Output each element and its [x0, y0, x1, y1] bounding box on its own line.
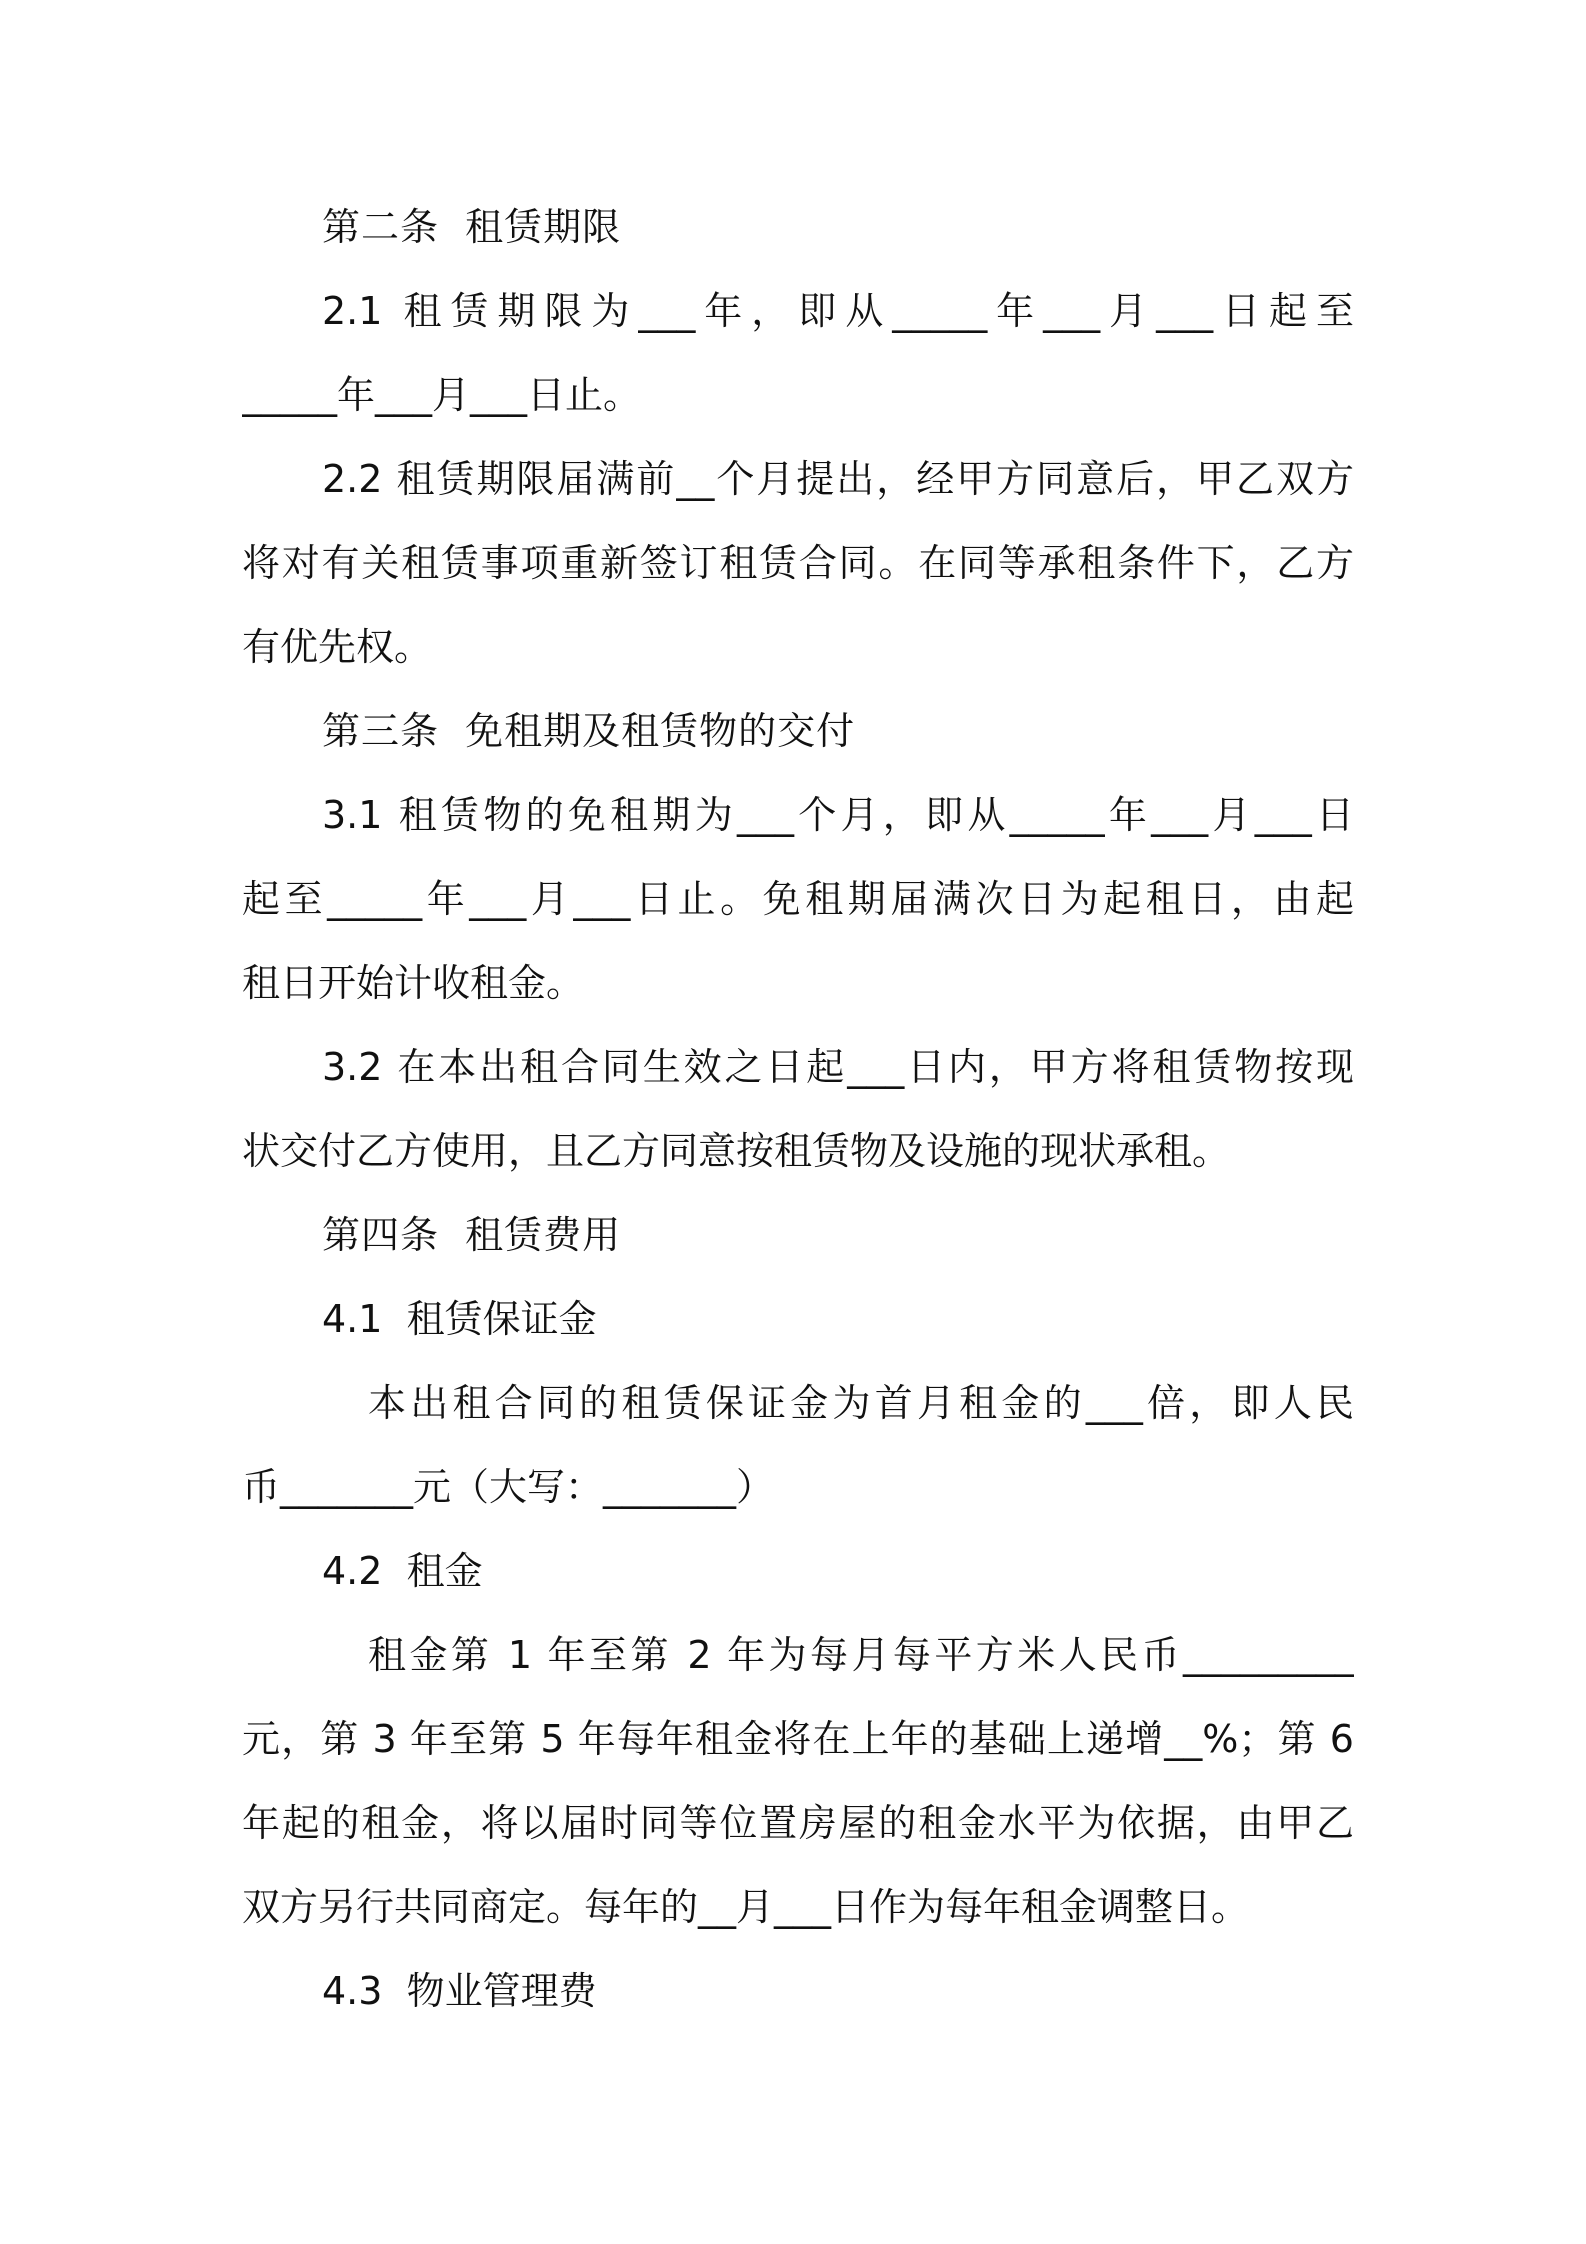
- clause-3-2-line-1: 3.2 在本出租合同生效之日起___日内，甲方将租赁物按现: [322, 1045, 1354, 1089]
- clause-4-1-line-1: 本出租合同的租赁保证金为首月租金的___倍，即人民: [368, 1381, 1354, 1425]
- article-3-heading: 第三条 免租期及租赁物的交付: [322, 709, 856, 753]
- clause-3-2-line-2: 状交付乙方使用，且乙方同意按租赁物及设施的现状承租。: [242, 1129, 1231, 1173]
- clause-4-2-heading: 4.2 租金: [322, 1549, 483, 1593]
- clause-2-2-line-2: 将对有关租赁事项重新签订租赁合同。在同等承租条件下，乙方: [242, 541, 1354, 585]
- clause-4-1-line-2: 币_______元（大写：_______）: [242, 1465, 775, 1509]
- clause-3-1-line-3: 租日开始计收租金。: [242, 961, 585, 1005]
- clause-4-2-line-1: 租金第 1 年至第 2 年为每月每平方米人民币_________: [368, 1633, 1354, 1677]
- clause-2-1-line-1: 2.1 租赁期限为___年，即从_____年___月___日起至: [322, 289, 1354, 333]
- clause-3-1-line-2: 起至_____年___月___日止。免租期届满次日为起租日，由起: [242, 877, 1354, 921]
- clause-4-3-heading: 4.3 物业管理费: [322, 1969, 597, 2013]
- article-2-heading: 第二条 租赁期限: [322, 205, 622, 249]
- article-4-heading: 第四条 租赁费用: [322, 1213, 622, 1257]
- clause-4-2-line-4: 双方另行共同商定。每年的__月___日作为每年租金调整日。: [242, 1885, 1250, 1929]
- clause-2-2-line-3: 有优先权。: [242, 625, 433, 669]
- clause-4-1-heading: 4.1 租赁保证金: [322, 1297, 597, 1341]
- clause-4-2-line-3: 年起的租金，将以届时同等位置房屋的租金水平为依据，由甲乙: [242, 1801, 1354, 1845]
- clause-2-2-line-1: 2.2 租赁期限届满前__个月提出，经甲方同意后，甲乙双方: [322, 457, 1354, 501]
- clause-3-1-line-1: 3.1 租赁物的免租期为___个月，即从_____年___月___日: [322, 793, 1354, 837]
- clause-4-2-line-2: 元，第 3 年至第 5 年每年租金将在上年的基础上递增__%；第 6: [242, 1717, 1354, 1761]
- clause-2-1-line-2: _____年___月___日止。: [242, 373, 642, 417]
